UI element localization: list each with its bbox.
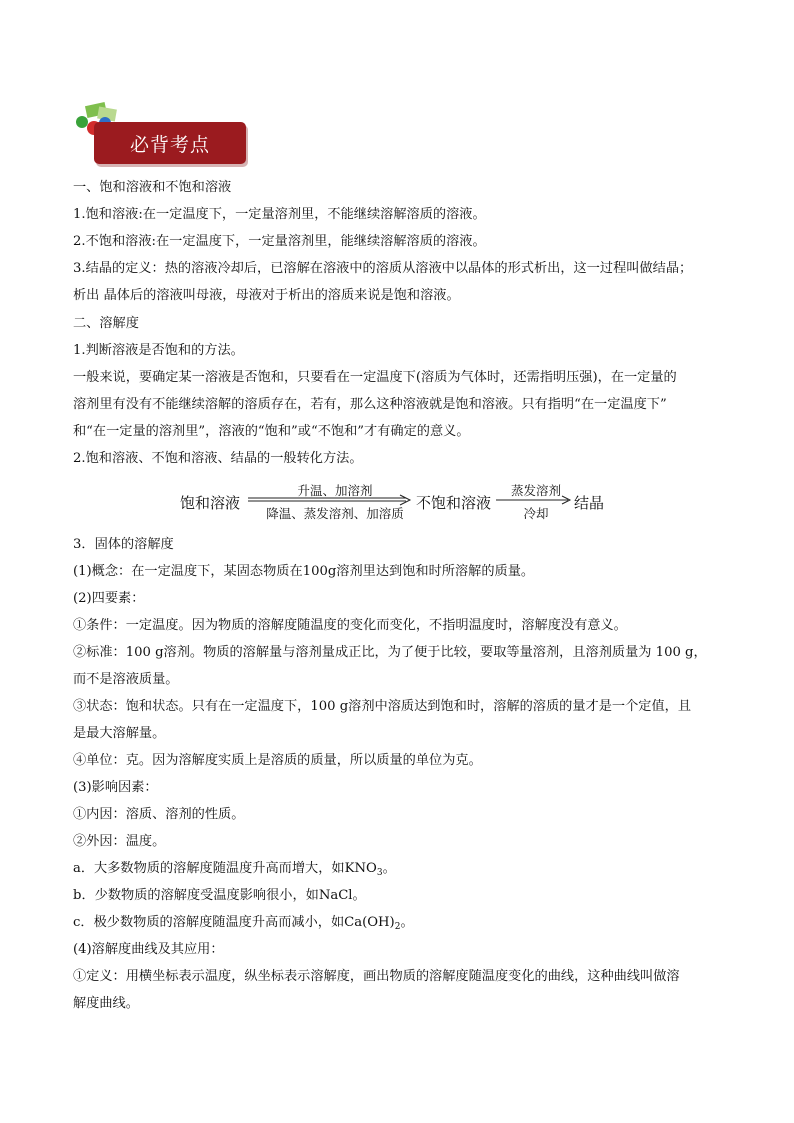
text-run: 。 <box>400 915 414 930</box>
arrow1-top-label: 升温、加溶剂 <box>297 483 373 498</box>
conversion-diagram <box>178 478 618 524</box>
paragraph: 和“在一定量的溶剂里”，溶液的“饱和”或“不饱和”才有确定的意义。 <box>73 424 470 439</box>
paragraph <box>73 914 414 936</box>
paragraph: (2)四要素： <box>73 591 145 606</box>
paragraph: 1.饱和溶液:在一定温度下，一定量溶剂里，不能继续溶解溶质的溶液。 <box>73 207 486 222</box>
paragraph: 2.不饱和溶液:在一定温度下，一定量溶剂里，能继续溶解溶质的溶液。 <box>73 234 486 249</box>
subscript: 3 <box>376 868 383 878</box>
paragraph: 一般来说，要确定某一溶液是否饱和，只要看在一定温度下(溶质为气体时，还需指明压强)，在一定量的 <box>73 370 677 385</box>
paragraph: 1.判断溶液是否饱和的方法。 <box>73 343 244 358</box>
paragraph: ③状态：饱和状态。只有在一定温度下，100 g溶剂中溶质达到饱和时，溶解的溶质的量才是一个定值，且 <box>73 699 692 714</box>
diagram-saturated: 饱和溶液 <box>180 494 241 512</box>
paragraph: ①定义：用横坐标表示温度，纵坐标表示溶解度，画出物质的溶解度随温度变化的曲线，这种曲线叫做溶 <box>73 969 680 984</box>
subscript: 2 <box>394 922 401 932</box>
arrow-icon <box>494 494 574 508</box>
paragraph: (4)溶解度曲线及其应用： <box>73 942 224 957</box>
text-run: c．极少数物质的溶解度随温度升高而减小，如Ca(OH) <box>73 915 395 930</box>
badge-title: 必背考点 <box>129 134 210 156</box>
paragraph: ①条件：一定温度。因为物质的溶解度随温度的变化而变化，不指明温度时，溶解度没有意义。 <box>73 618 627 633</box>
paragraph: 而不是溶液质量。 <box>73 672 179 687</box>
paragraph: 解度曲线。 <box>73 996 139 1011</box>
section-3-heading: 3．固体的溶解度 <box>73 537 174 552</box>
double-arrow-icon <box>246 494 414 508</box>
paragraph: ①内因：溶质、溶剂的性质。 <box>73 807 245 822</box>
paragraph: 2.饱和溶液、不饱和溶液、结晶的一般转化方法。 <box>73 451 363 466</box>
arrow1-bottom-label: 降温、蒸发溶剂、加溶质 <box>266 506 404 521</box>
badge-background <box>94 122 246 164</box>
section-badge <box>72 102 252 168</box>
paragraph: ②标准：100 g溶剂。物质的溶解量与溶剂量成正比，为了便于比较，要取等量溶剂，且溶剂质量为 100 g， <box>73 645 707 660</box>
paragraph <box>73 860 396 882</box>
paragraph: (1)概念：在一定温度下，某固态物质在100g溶剂里达到饱和时所溶解的质量。 <box>73 564 535 579</box>
paragraph: b．少数物质的溶解度受温度影响很小，如NaCl。 <box>73 888 366 903</box>
text-run: a．大多数物质的溶解度随温度升高而增大，如KNO <box>73 861 377 876</box>
section-1-heading: 一、饱和溶液和不饱和溶液 <box>73 180 232 195</box>
arrow2-top-label: 蒸发溶剂 <box>510 483 561 498</box>
paragraph: 是最大溶解量。 <box>73 726 166 741</box>
paragraph: 析出 晶体后的溶液叫母液，母液对于析出的溶质来说是饱和溶液。 <box>73 288 460 303</box>
diagram-unsaturated: 不饱和溶液 <box>416 494 492 512</box>
text-run: 。 <box>382 861 396 876</box>
diagram-crystallization: 结晶 <box>574 494 605 512</box>
paragraph: ②外因：温度。 <box>73 834 166 849</box>
paragraph: 溶剂里有没有不能继续溶解的溶质存在，若有，那么这种溶液就是饱和溶液。只有指明“在一定温度下” <box>73 397 667 412</box>
arrow2-bottom-label: 冷却 <box>523 506 549 521</box>
paragraph: (3)影响因素： <box>73 780 158 795</box>
section-2-heading: 二、溶解度 <box>73 316 139 331</box>
paragraph: ④单位：克。因为溶解度实质上是溶质的质量，所以质量的单位为克。 <box>73 753 482 768</box>
paragraph: 3.结晶的定义：热的溶液冷却后，已溶解在溶液中的溶质从溶液中以晶体的形式析出，这一过程叫做结晶； <box>73 261 693 276</box>
